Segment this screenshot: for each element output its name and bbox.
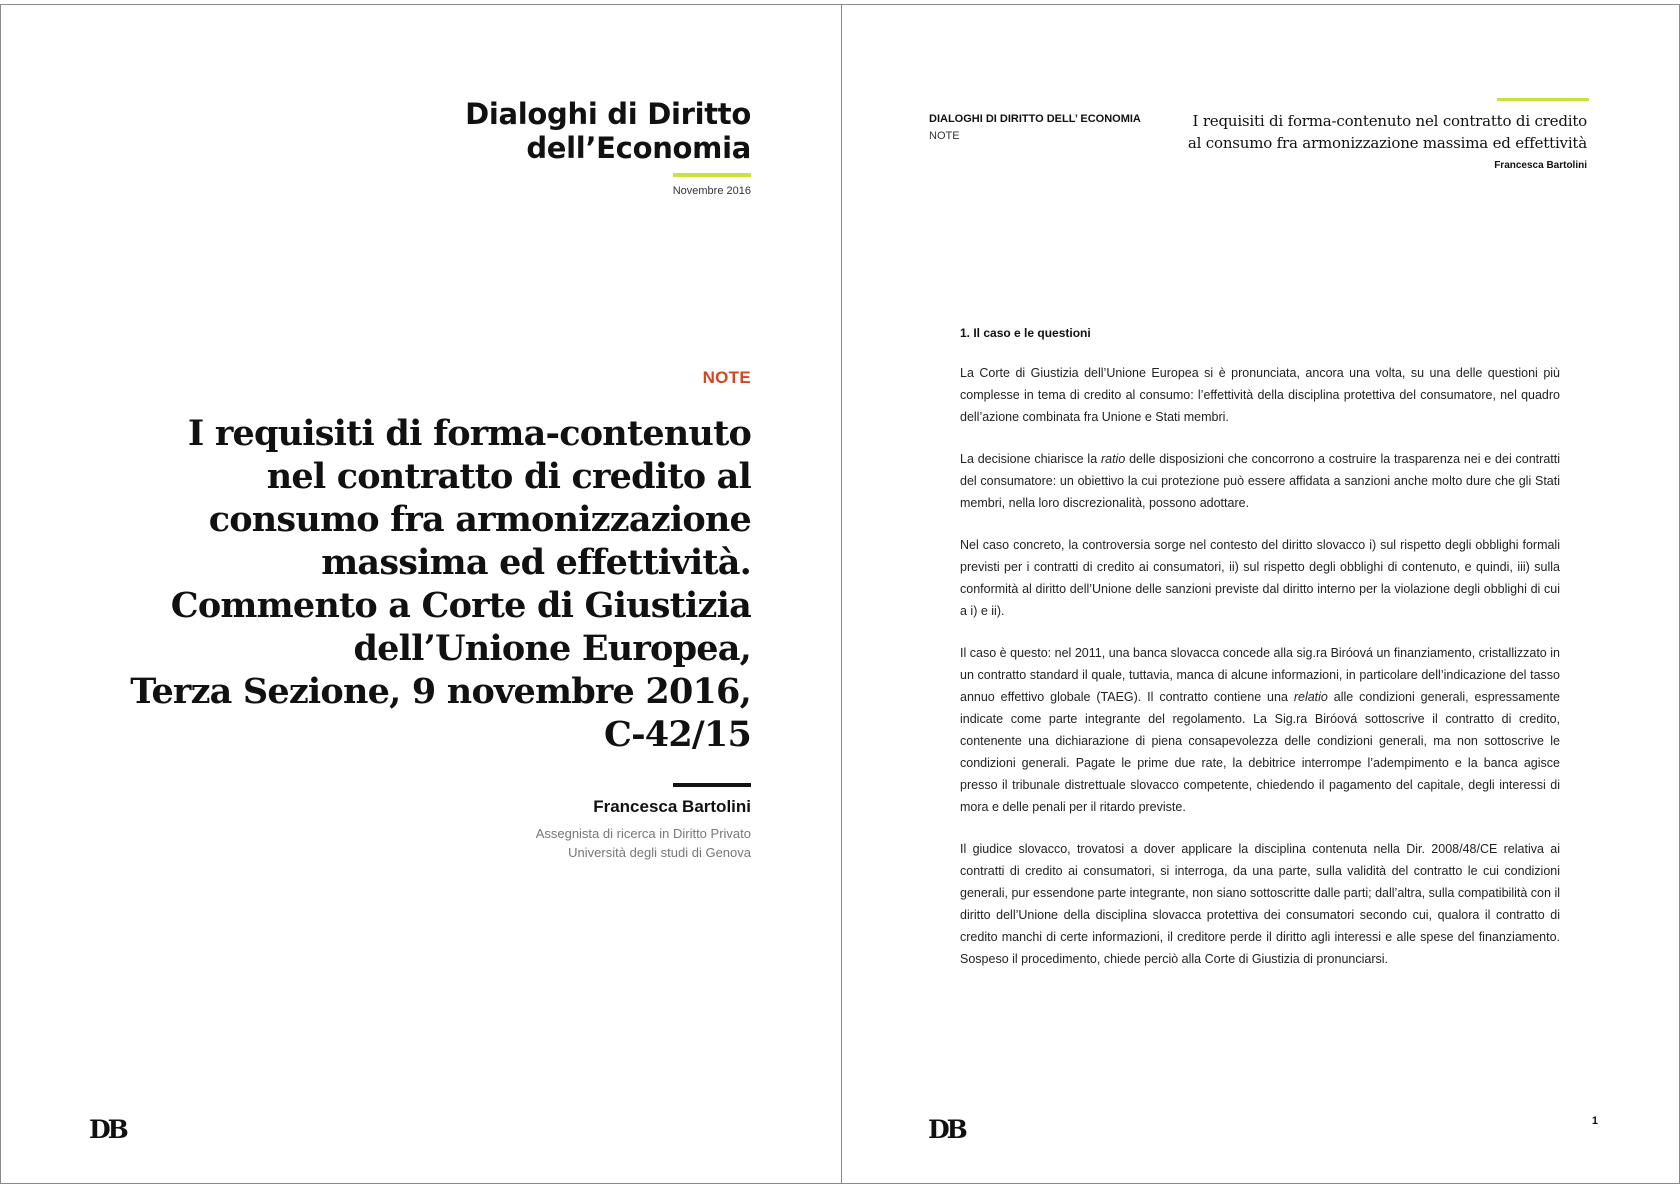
- title-line: Terza Sezione, 9 novembre 2016,: [130, 671, 751, 712]
- author-role: Assegnista di ricerca in Diritto Privato: [535, 826, 751, 841]
- author-divider: [673, 783, 751, 787]
- body-paragraph: [960, 642, 1560, 818]
- journal-title: [465, 97, 751, 165]
- title-line: C-42/15: [604, 714, 751, 755]
- body-paragraph: La Corte di Giustizia dell’Unione Europea si è pronunciata, ancora una volta, su una delle questioni più complesse in tema di credito al consumo: l’effettività della disciplina protettiva del consumatore, nel quadro dell’azione combinata fra Unione e Stati membri.: [960, 366, 1560, 424]
- title-line: I requisiti di forma-contenuto: [187, 413, 751, 454]
- article-title: [111, 412, 751, 756]
- paragraph-text: alle condizioni generali, espressamente indicate come parte integrante del regolamento. La Sig.ra Biróová sottoscrive il contratto di credito, contenente una dichiarazione di piena consapevolezza delle condizioni generali, ma non sottoscrive le condizioni generali. Pagate le prime due rate, la debitrice interrompe l’adempimento e la banca agisce presso il tribunale distrettuale slovacco competente, chiedendo il pagamento del capitale, degli interessi di mora e delle penali per il ritardo previste.: [960, 690, 1560, 814]
- running-header-journal: DIALOGHI DI DIRITTO DELL’ ECONOMIA: [929, 113, 1141, 125]
- paragraph-italic: relatio: [1293, 690, 1328, 704]
- body-paragraph: Il giudice slovacco, trovatosi a dover applicare la disciplina contenuta nella Dir. 2008/48/CE relativa ai contratti di credito ai consumatori, si interroga, da una parte, sulla validità del contratto le cui condizioni generali, pur essendone parte integrante, non siano sottoscritte dalle parti; dall’altra, sulla compatibilità con il diritto dell’Unione della disciplina slovacca protettiva dei consumatori secondo cui, qualora il contratto di credito manchi di certe informazioni, il creditore perde il diritto agli interessi e alle spese del finanziamento. Sospeso il procedimento, chiede perciò alla Corte di Giustizia di pronunciarsi.: [960, 842, 1560, 966]
- section-label: NOTE: [702, 368, 751, 387]
- publisher-logo: DB: [89, 1115, 126, 1144]
- title-line: consumo fra armonizzazione: [208, 499, 751, 540]
- section-heading: 1. Il caso e le questioni: [960, 326, 1091, 340]
- paragraph-italic: ratio: [1100, 452, 1126, 466]
- journal-title-line-2: dell’Economia: [526, 131, 751, 165]
- title-line: Commento a Corte di Giustizia: [170, 585, 751, 626]
- journal-title-line-1: Dialoghi di Diritto: [465, 97, 751, 131]
- left-page: [0, 4, 842, 1184]
- paragraph-text: Il caso è questo: nel 2011, una banca slovacca concede alla sig.ra Biróová un finanziamento, cristallizzato in un contratto standard il quale, tuttavia, manca di alcune informazioni, in particolare dell’indicazione del tasso annuo effettivo globale (TAEG). Il contratto contiene una: [960, 646, 1560, 704]
- title-line: nel contratto di credito al: [266, 456, 751, 497]
- running-header-section: NOTE: [929, 130, 960, 142]
- paragraph-text: delle disposizioni che concorrono a costruire la trasparenza nei e dei contratti del consumatore: un obiettivo la cui protezione può essere affidata a sanzioni anche molto dure che gli Stati membri, nella loro discrezionalità, possono adottare.: [960, 452, 1560, 510]
- article-body: [960, 362, 1560, 990]
- accent-bar: [1497, 98, 1589, 101]
- running-title-line-1: I requisiti di forma-contenuto nel contratto di credito: [1192, 112, 1587, 130]
- publisher-logo: DB: [928, 1115, 965, 1144]
- accent-bar: [673, 173, 751, 177]
- page-number: 1: [1591, 1115, 1598, 1127]
- author-university: Università degli studi di Genova: [568, 845, 751, 860]
- paragraph-text: La decisione chiarisce la: [960, 452, 1101, 466]
- author-name: Francesca Bartolini: [593, 797, 751, 816]
- title-line: dell’Unione Europea,: [353, 628, 751, 669]
- body-paragraph: [960, 448, 1560, 514]
- author-affiliation: [536, 824, 751, 862]
- body-paragraph: Nel caso concreto, la controversia sorge nel contesto del diritto slovacco i) sul rispetto degli obblighi formali previsti per i contratti di credito ai consumatori, ii) sul rispetto degli obblighi di contenuto, e quindi, iii) sulla conformità al diritto dell’Unione delle sanzioni previste dal diritto interno per la violazione degli obblighi di cui a i) e ii).: [960, 538, 1560, 618]
- running-header-author: Francesca Bartolini: [1494, 160, 1587, 171]
- title-line: massima ed effettività.: [321, 542, 751, 583]
- running-title-line-2: al consumo fra armonizzazione massima ed effettività: [1187, 134, 1587, 152]
- running-header-title: [1188, 110, 1587, 154]
- issue-date: Novembre 2016: [672, 185, 751, 197]
- right-page: [841, 4, 1680, 1184]
